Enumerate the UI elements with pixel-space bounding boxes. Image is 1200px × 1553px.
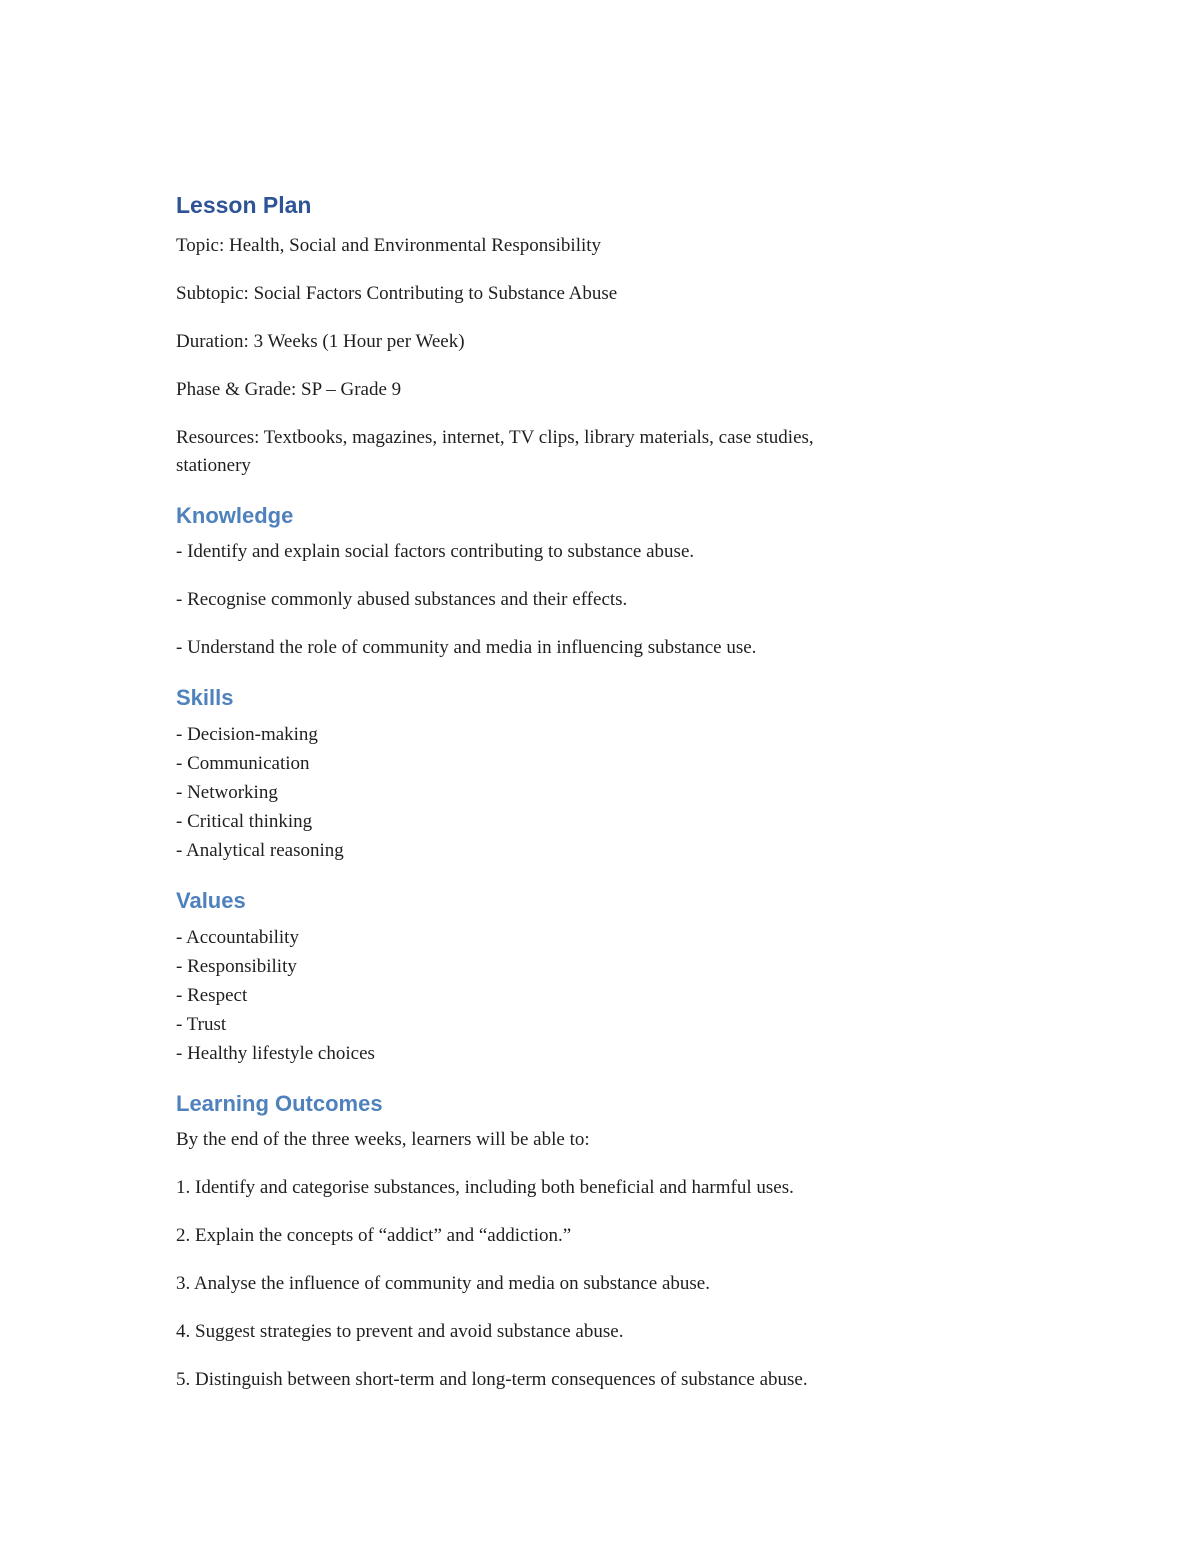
skill-item: - Networking (176, 782, 278, 803)
value-item: - Accountability (176, 927, 299, 948)
resources-line: Resources: Textbooks, magazines, internet, TV clips, library materials, case studies, (176, 427, 814, 448)
values-heading: Values (176, 888, 246, 913)
value-item: - Trust (176, 1014, 227, 1035)
outcome-item: 4. Suggest strategies to prevent and avoid substance abuse. (176, 1321, 624, 1342)
page-title: Lesson Plan (176, 192, 312, 218)
document-page (176, 188, 976, 1414)
skills-heading: Skills (176, 685, 234, 710)
topic-line: Topic: Health, Social and Environmental Responsibility (176, 235, 602, 256)
knowledge-heading: Knowledge (176, 503, 294, 528)
value-item: - Respect (176, 985, 248, 1006)
resources-block (176, 424, 976, 480)
value-item: - Responsibility (176, 956, 297, 977)
skills-list (176, 720, 976, 865)
outcomes-intro: By the end of the three weeks, learners will be able to: (176, 1129, 590, 1150)
subtopic-line: Subtopic: Social Factors Contributing to Substance Abuse (176, 283, 618, 304)
skill-item: - Critical thinking (176, 811, 313, 832)
value-item: - Healthy lifestyle choices (176, 1043, 375, 1064)
duration-line: Duration: 3 Weeks (1 Hour per Week) (176, 331, 465, 352)
outcome-item: 1. Identify and categorise substances, including both beneficial and harmful uses. (176, 1177, 794, 1198)
outcomes-section (176, 1088, 976, 1394)
outcome-item: 5. Distinguish between short-term and long-term consequences of substance abuse. (176, 1369, 808, 1390)
knowledge-item: - Understand the role of community and media in influencing substance use. (176, 637, 757, 658)
resources-line-continued: stationery (176, 455, 251, 476)
knowledge-item: - Identify and explain social factors contributing to substance abuse. (176, 541, 695, 562)
skill-item: - Decision-making (176, 724, 318, 745)
skill-item: - Analytical reasoning (176, 840, 344, 861)
knowledge-section (176, 500, 976, 662)
skill-item: - Communication (176, 753, 310, 774)
values-section (176, 885, 976, 1068)
outcome-item: 2. Explain the concepts of “addict” and “addiction.” (176, 1225, 572, 1246)
outcome-item: 3. Analyse the influence of community and media on substance abuse. (176, 1273, 710, 1294)
outcomes-heading: Learning Outcomes (176, 1091, 383, 1116)
values-list (176, 923, 976, 1068)
phase-grade-line: Phase & Grade: SP – Grade 9 (176, 379, 402, 400)
knowledge-item: - Recognise commonly abused substances and their effects. (176, 589, 628, 610)
skills-section (176, 682, 976, 865)
